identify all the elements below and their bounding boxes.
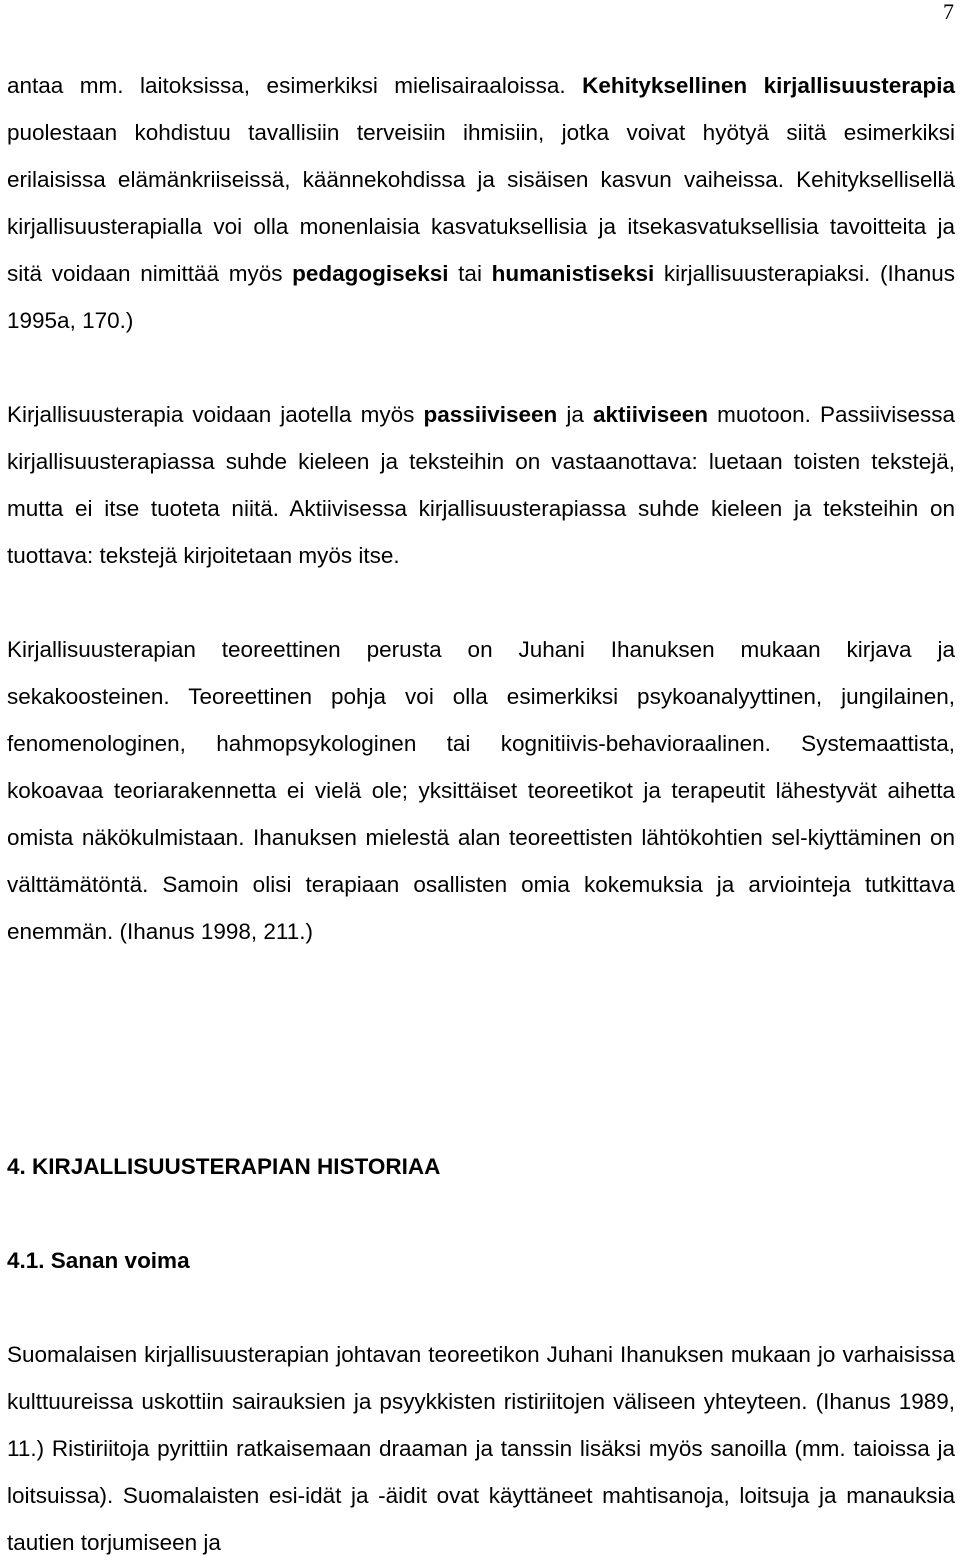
paragraph-text: antaa mm. laitoksissa, esimerkiksi mielisairaaloissa. [7, 73, 583, 98]
paragraph-text: tai [448, 261, 492, 286]
section-heading: 4.1. Sanan voima [7, 1248, 190, 1273]
document-body [7, 62, 955, 1566]
term-passive: passiiviseen [423, 402, 558, 427]
paragraph-text: Kirjallisuusterapia voidaan jaotella myös [7, 402, 424, 427]
paragraph-passive-active [7, 391, 955, 579]
paragraph-text: muotoon. Passiivisessa kirjallisuusterapiassa suhde kieleen ja teksteihin on vastaanottava: luetaan toisten tekstejä, mutta ei itse tuoteta niitä. Aktiivisessa kirjallisuusterapiassa suhde kieleen ja teksteihin on tuottava: tekstejä kirjoitetaan myös itse. [7, 402, 955, 568]
paragraph-text: kirjallisuusterapiaksi. (Ihanus 1995a, 170.) [7, 261, 956, 333]
term-humanistic: humanistiseksi [491, 261, 655, 286]
chapter-heading: 4. KIRJALLISUUSTERAPIAN HISTORIAA [7, 1154, 441, 1179]
term-pedagogical: pedagogiseksi [292, 261, 449, 286]
term-developmental-literature-therapy: Kehityksellinen kirjallisuusterapia [582, 73, 955, 98]
paragraph-text: ja [557, 402, 593, 427]
paragraph-text: puolestaan kohdistuu tavallisiin terveisiin ihmisiin, jotka voivat hyötyä siitä esimerkiksi erilaisissa elämänkriiseissä, käännekohdissa ja sisäisen kasvun vaiheissa. Kehityksellisellä kirjallisuusterapialla voi olla monenlaisia kasvatuksellisia ja itsekasvatuksellisia tavoitteita ja sitä voidaan nimittää myös [7, 120, 955, 286]
paragraph-power-of-words: Suomalaisen kirjallisuusterapian johtavan teoreetikon Juhani Ihanuksen mukaan jo varhaisissa kulttuureissa uskottiin sairauksien ja psyykkisten ristiriitojen väliseen yhteyteen. (Ihanus 1989, 11.) Ristiriitoja pyrittiin ratkaisemaan draaman ja tanssin lisäksi myös sanoilla (mm. taioissa ja loitsuissa). Suomalaisten esi-idät ja -äidit ovat käyttäneet mahtisanoja, loitsuja ja manauksia tautien torjumiseen ja [7, 1342, 955, 1555]
page-number: 7 [943, 0, 954, 24]
paragraph-theoretical-basis: Kirjallisuusterapian teoreettinen perusta on Juhani Ihanuksen mukaan kirjava ja sekakoosteinen. Teoreettinen pohja voi olla esimerkiksi psykoanalyyttinen, jungilainen, fenomenologinen, hahmopsykologinen tai kognitiivis-behavioraalinen. Systemaattista, kokoavaa teoriarakennetta ei vielä ole; yksittäiset teoreetikot ja terapeutit lähestyvät aihetta omista näkökulmistaan. Ihanuksen mielestä alan teoreettisten lähtökohtien sel-kiyttäminen on välttämätöntä. Samoin olisi terapiaan osallisten omia kokemuksia ja arviointeja tutkittava enemmän. (Ihanus 1998, 211.) [7, 637, 955, 944]
term-active: aktiiviseen [592, 402, 709, 427]
paragraph-developmental-therapy [7, 62, 955, 344]
